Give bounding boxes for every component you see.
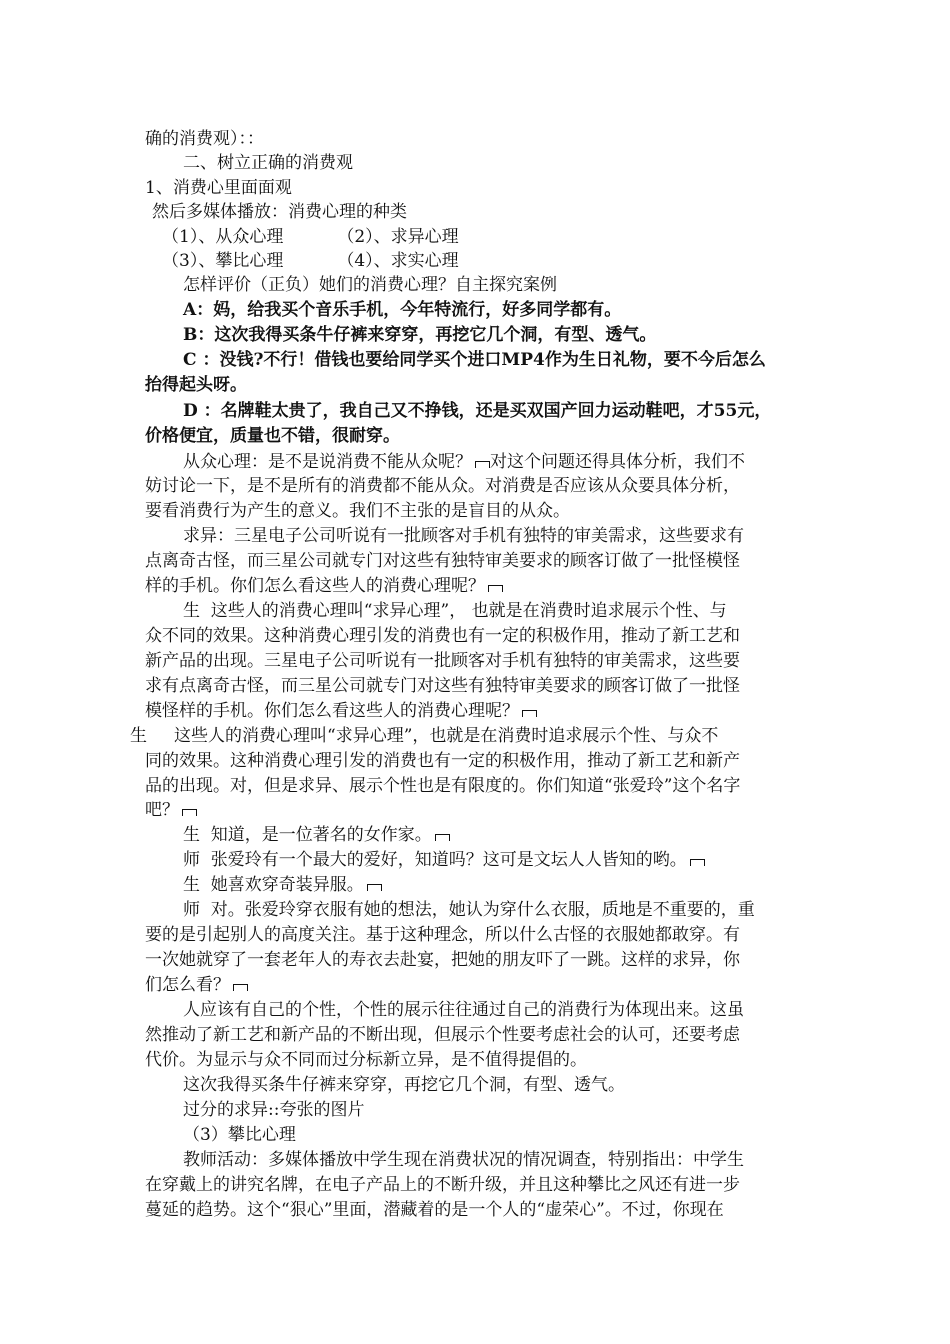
text-line: 然推动了新工艺和新产品的不断出现，但展示个性要考虑社会的认可，还要考虑 (145, 1025, 740, 1045)
text-line (145, 699, 537, 723)
subsection-heading: 1、消费心里面面观 (145, 178, 292, 198)
text-line: 要的是引起别人的高度关注。基于这种理念，所以什么古怪的衣服她都敢穿。有 (145, 925, 740, 945)
text-line: 生 这些人的消费心理叫“求异心理”， 也就是在消费时追求展示个性、与 (183, 601, 727, 621)
case-a: A：妈，给我买个音乐手机，今年特流行，好多同学都有。 (183, 300, 622, 320)
subsection-heading: （3）攀比心理 (183, 1125, 296, 1145)
text-line: 代价。为显示与众不同而过分标新立异，是不值得提倡的。 (145, 1050, 587, 1070)
text-line: 蔓延的趋势。这个“狠心”里面，潜藏着的是一个人的“虚荣心”。不过，你现在 (145, 1200, 724, 1220)
text-line: 点离奇古怪，而三星公司就专门对这些有独特审美要求的顾客订做了一批怪模怪 (145, 551, 740, 571)
text-line: 求异：三星电子公司听说有一批顾客对手机有独特的审美需求，这些要求有 (183, 526, 744, 546)
text-line: 师 对。张爱玲穿衣服有她的想法，她认为穿什么衣服，质地是不重要的，重 (183, 900, 755, 920)
text-line: 人应该有自己的个性，个性的展示往往通过自己的消费行为体现出来。这虽 (183, 1000, 744, 1020)
text-segment: 师 张爱玲有一个最大的爱好，知道吗？这可是文坛人人皆知的哟。 (183, 850, 687, 870)
text-segment: 对这个问题还得具体分析，我们不 (490, 452, 745, 472)
text-segment: 模怪样的手机。你们怎么看这些人的消费心理呢？ (145, 701, 519, 721)
text-segment: 生 知道，是一位著名的女作家。 (183, 825, 432, 845)
list-row: （1）、从众心理 （2）、求异心理 (162, 227, 459, 247)
case-c: C ：没钱?不行！借钱也要给同学买个进口MP4作为生日礼物，要不今后怎么 (183, 350, 766, 370)
text-line (183, 450, 745, 474)
text-line: 众不同的效果。这种消费心理引发的消费也有一定的积极作用，推动了新工艺和 (145, 626, 740, 646)
case-c-cont: 抬得起头呀。 (145, 375, 247, 395)
placeholder-mark-icon (488, 585, 503, 592)
text-segment: 生 她喜欢穿奇装异服。 (183, 875, 364, 895)
text-segment: 从众心理：是不是说消费不能从众呢？ (183, 452, 472, 472)
text-line: 新产品的出现。三星电子公司听说有一批顾客对手机有独特的审美需求，这些要 (145, 651, 740, 671)
text-line: 过分的求异::夸张的图片 (183, 1100, 365, 1120)
placeholder-mark-icon (690, 859, 705, 866)
list-row: （3）、攀比心理 （4）、求实心理 (162, 251, 459, 271)
text-segment: 样的手机。你们怎么看这些人的消费心理呢？ (145, 576, 485, 596)
case-d-cont: 价格便宜，质量也不错，很耐穿。 (145, 426, 400, 446)
text-line (183, 823, 450, 847)
placeholder-mark-icon (475, 461, 490, 468)
section-heading: 二、树立正确的消费观 (183, 153, 353, 173)
text-segment: 们怎么看？ (145, 975, 230, 995)
text-line (183, 873, 382, 897)
text-line (145, 973, 248, 997)
text-line: 怎样评价（正负）她们的消费心理？自主探究案例 (183, 275, 557, 295)
text-line: 求有点离奇古怪，而三星公司就专门对这些有独特审美要求的顾客订做了一批怪 (145, 676, 740, 696)
text-line: 同的效果。这种消费心理引发的消费也有一定的积极作用，推动了新工艺和新产 (145, 751, 740, 771)
text-line: 然后多媒体播放：消费心理的种类 (152, 202, 407, 222)
text-segment: 吧？ (145, 800, 179, 820)
text-line (145, 574, 503, 598)
placeholder-mark-icon (182, 809, 197, 816)
text-line: 生 这些人的消费心理叫“求异心理”，也就是在消费时追求展示个性、与众不 (130, 726, 719, 746)
text-line: 要看消费行为产生的意义。我们不主张的是盲目的从众。 (145, 501, 570, 521)
text-line: 这次我得买条牛仔裤来穿穿，再挖它几个洞，有型、透气。 (183, 1075, 625, 1095)
text-line (183, 848, 705, 872)
case-b: B：这次我得买条牛仔裤来穿穿，再挖它几个洞，有型、透气。 (183, 325, 657, 345)
text-line: 妨讨论一下，是不是所有的消费都不能从众。对消费是否应该从众要具体分析， (145, 476, 740, 496)
text-line (145, 798, 197, 822)
placeholder-mark-icon (435, 834, 450, 841)
placeholder-mark-icon (367, 884, 382, 891)
text-line: 确的消费观）：： (145, 129, 264, 149)
text-line: 教师活动：多媒体播放中学生现在消费状况的情况调查，特别指出：中学生 (183, 1150, 744, 1170)
text-line: 在穿戴上的讲究名牌，在电子产品上的不断升级，并且这种攀比之风还有进一步 (145, 1175, 740, 1195)
text-line: 品的出现。对，但是求异、展示个性也是有限度的。你们知道“张爱玲”这个名字 (145, 776, 741, 796)
text-line: 一次她就穿了一套老年人的寿衣去赴宴，把她的朋友吓了一跳。这样的求异，你 (145, 950, 740, 970)
placeholder-mark-icon (522, 710, 537, 717)
case-d: D ：名牌鞋太贵了，我自己又不挣钱，还是买双国产回力运动鞋吧，才55元， (183, 401, 772, 421)
placeholder-mark-icon (233, 984, 248, 991)
